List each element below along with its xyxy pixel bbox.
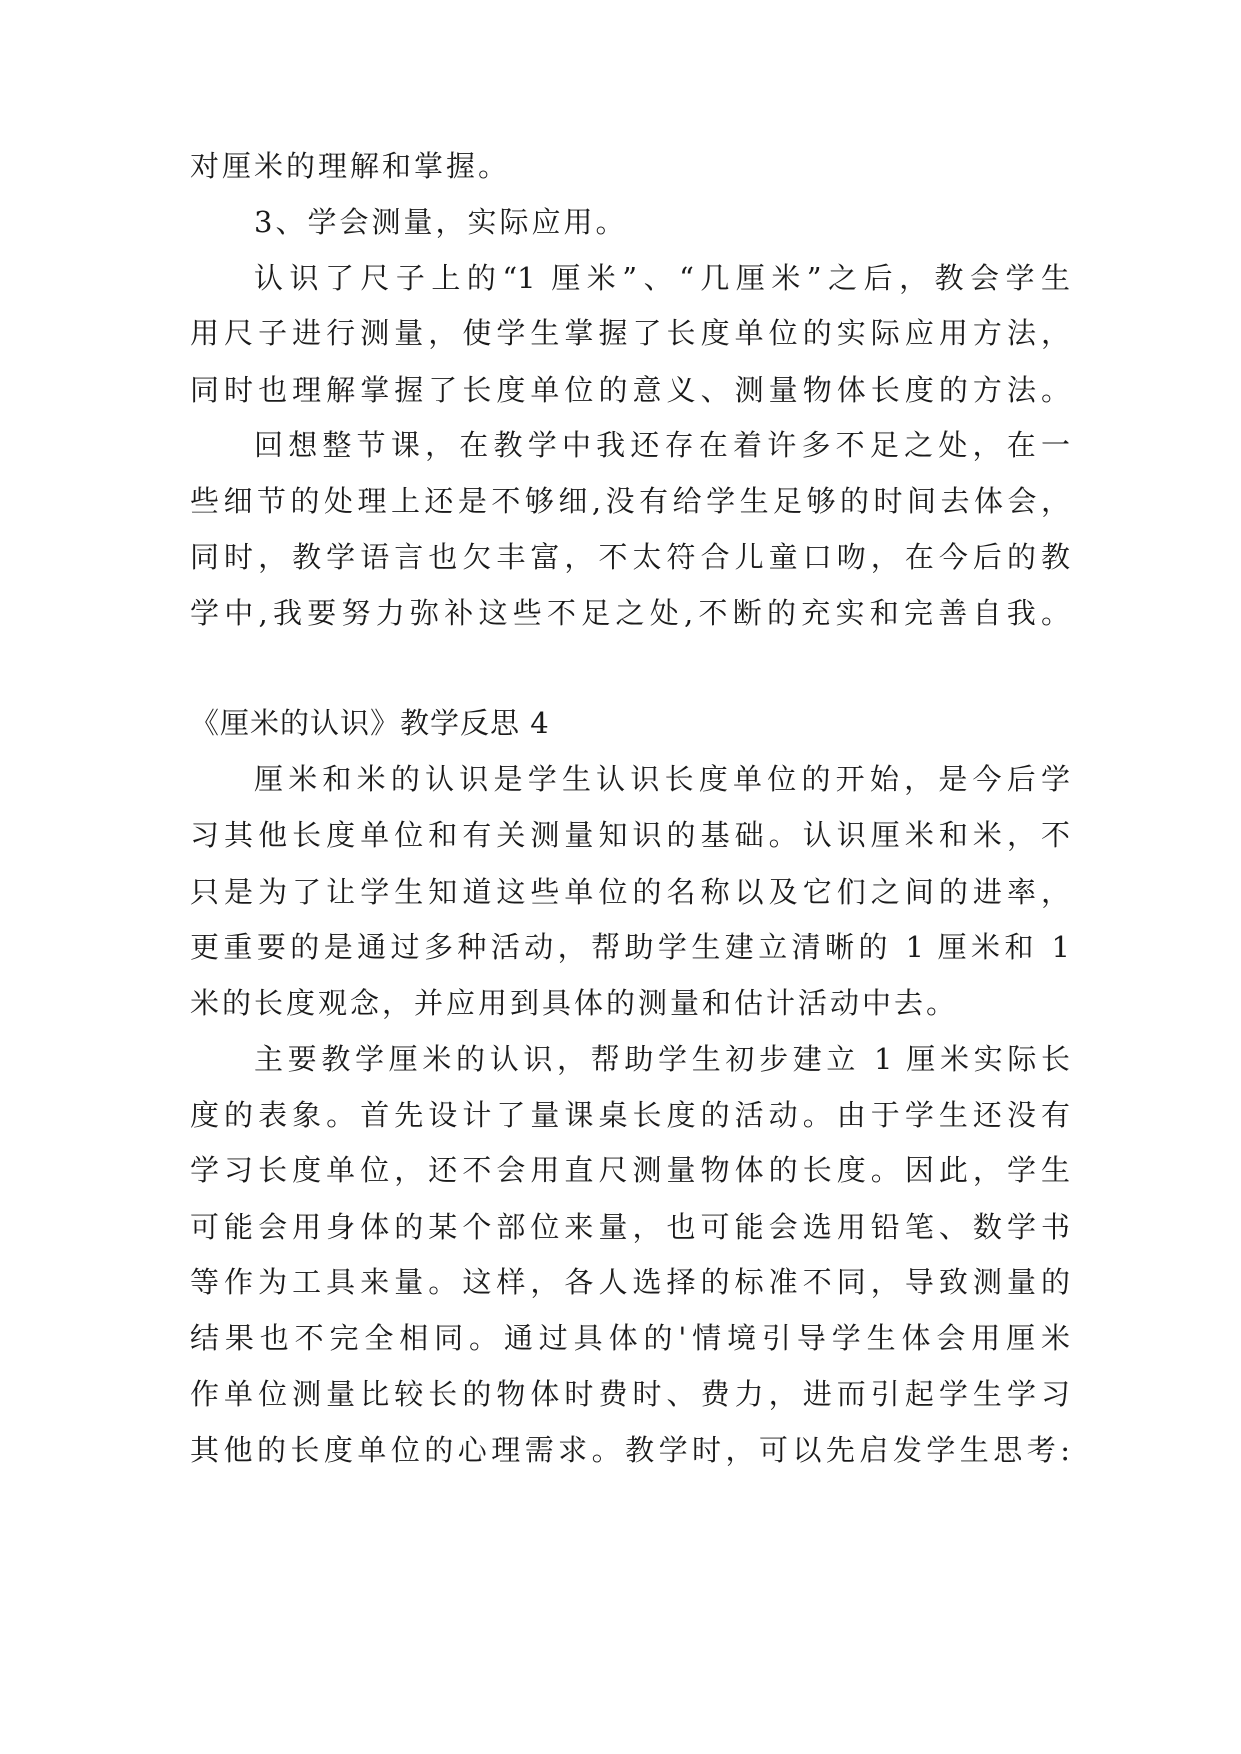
paragraph-line: 主要教学厘米的认识，帮助学生初步建立 1 厘米实际长 <box>254 1042 1070 1076</box>
paragraph-line: 厘米和米的认识是学生认识长度单位的开始，是今后学 <box>254 762 1070 796</box>
paragraph-line: 习其他长度单位和有关测量知识的基础。认识厘米和米，不 <box>190 818 1070 852</box>
paragraph-line: 度的表象。首先设计了量课桌长度的活动。由于学生还没有 <box>190 1098 1070 1132</box>
paragraph-line: 结果也不完全相同。通过具体的'情境引导学生体会用厘米 <box>190 1321 1070 1355</box>
paragraph-line: 更重要的是通过多种活动，帮助学生建立清晰的 1 厘米和 1 <box>190 930 1070 964</box>
paragraph-line: 对厘米的理解和掌握。 <box>190 149 511 183</box>
paragraph-line: 其他的长度单位的心理需求。教学时，可以先启发学生思考: <box>190 1433 1070 1467</box>
paragraph-line: 3、学会测量，实际应用。 <box>254 205 628 239</box>
paragraph-line: 作单位测量比较长的物体时费时、费力，进而引起学生学习 <box>190 1377 1070 1411</box>
section-heading: 《厘米的认识》教学反思 4 <box>190 706 550 740</box>
paragraph-line: 只是为了让学生知道这些单位的名称以及它们之间的进率， <box>190 875 1070 909</box>
paragraph-line: 同时也理解掌握了长度单位的意义、测量物体长度的方法。 <box>190 373 1070 407</box>
paragraph-line: 用尺子进行测量，使学生掌握了长度单位的实际应用方法， <box>190 316 1070 350</box>
paragraph-line: 米的长度观念，并应用到具体的测量和估计活动中去。 <box>190 986 959 1020</box>
paragraph-line: 同时，教学语言也欠丰富，不太符合儿童口吻，在今后的教 <box>190 540 1070 574</box>
paragraph-line: 回想整节课，在教学中我还存在着许多不足之处，在一 <box>254 428 1070 462</box>
paragraph-line: 等作为工具来量。这样，各人选择的标准不同，导致测量的 <box>190 1265 1070 1299</box>
paragraph-line: 些细节的处理上还是不够细,没有给学生足够的时间去体会， <box>190 484 1070 518</box>
paragraph-line: 学习长度单位，还不会用直尺测量物体的长度。因此，学生 <box>190 1153 1070 1187</box>
paragraph-line: 学中,我要努力弥补这些不足之处,不断的充实和完善自我。 <box>190 596 1070 630</box>
paragraph-line: 可能会用身体的某个部位来量，也可能会选用铅笔、数学书 <box>190 1210 1070 1244</box>
paragraph-line: 认识了尺子上的“1 厘米”、“几厘米”之后，教会学生 <box>254 261 1070 295</box>
